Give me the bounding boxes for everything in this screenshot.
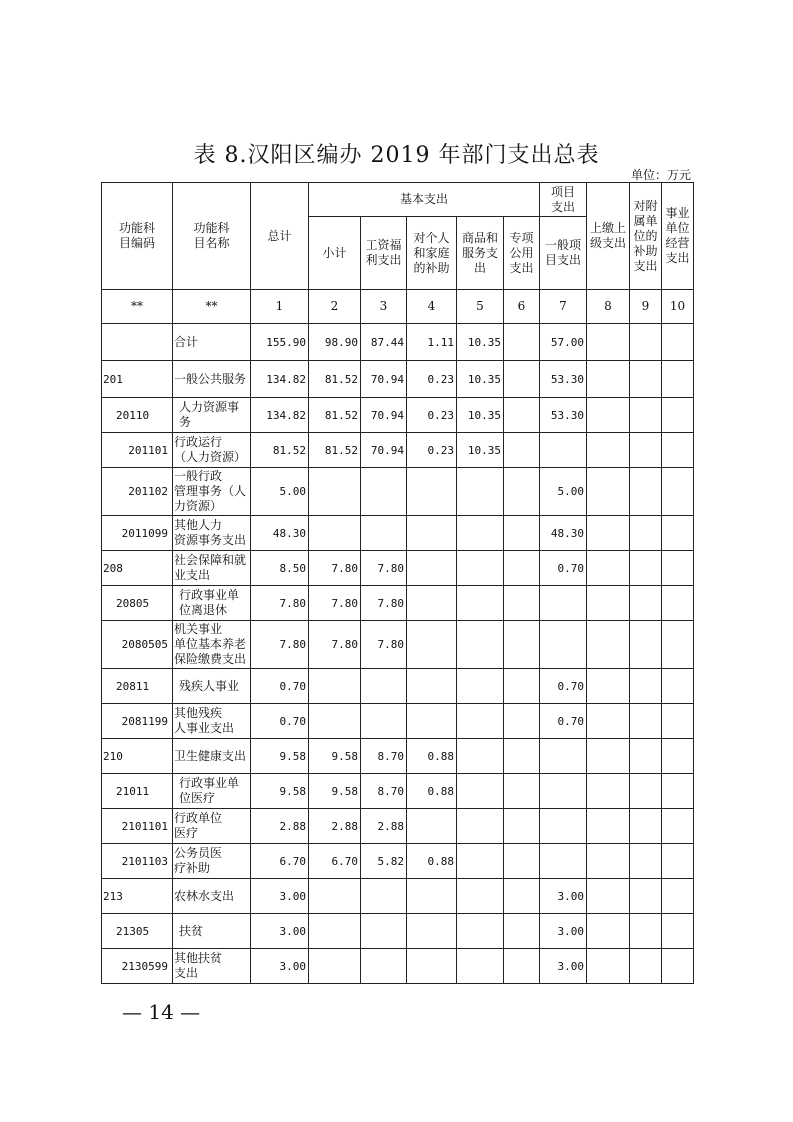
row-value: 0.23 [407, 361, 457, 398]
table-row [102, 621, 694, 669]
row-value: 70.94 [361, 398, 407, 433]
row-value [662, 516, 694, 551]
row-value [587, 914, 630, 949]
row-value [504, 914, 540, 949]
row-value: 10.35 [457, 398, 504, 433]
row-value: 10.35 [457, 433, 504, 468]
row-value: 7.80 [309, 551, 361, 586]
row-value [504, 361, 540, 398]
row-value [630, 551, 662, 586]
row-value [662, 739, 694, 774]
row-value: 70.94 [361, 361, 407, 398]
row-name: 人力资源事 务 [173, 398, 251, 433]
row-value: 0.70 [251, 704, 309, 739]
row-value: 9.58 [309, 774, 361, 809]
row-value [504, 324, 540, 361]
row-code: 2130599 [102, 949, 173, 984]
row-value [457, 704, 504, 739]
row-value [587, 949, 630, 984]
row-value [504, 809, 540, 844]
table-row [102, 551, 694, 586]
row-value [630, 621, 662, 669]
index-cell: 3 [361, 290, 407, 324]
row-value [457, 774, 504, 809]
row-name: 一般公共服务 [173, 361, 251, 398]
row-value: 3.00 [251, 914, 309, 949]
row-value: 0.88 [407, 739, 457, 774]
row-value [457, 949, 504, 984]
row-value: 7.80 [361, 551, 407, 586]
row-value [457, 809, 504, 844]
index-cell: 10 [662, 290, 694, 324]
row-value [662, 621, 694, 669]
row-value [504, 586, 540, 621]
row-value: 7.80 [309, 621, 361, 669]
row-value [662, 844, 694, 879]
row-value [504, 774, 540, 809]
row-value [540, 809, 587, 844]
row-value: 10.35 [457, 361, 504, 398]
row-value [309, 704, 361, 739]
row-value [309, 516, 361, 551]
row-value: 9.58 [251, 774, 309, 809]
table-row [102, 586, 694, 621]
row-code: 20110 [102, 398, 173, 433]
row-value [587, 468, 630, 516]
page-number: — 14 — [122, 1000, 201, 1024]
row-value [630, 324, 662, 361]
table-row [102, 914, 694, 949]
row-code: 2080505 [102, 621, 173, 669]
row-value: 134.82 [251, 361, 309, 398]
row-value: 155.90 [251, 324, 309, 361]
row-value [587, 704, 630, 739]
row-value [457, 669, 504, 704]
row-value [457, 739, 504, 774]
table-row [102, 516, 694, 551]
row-value [630, 774, 662, 809]
row-value [662, 949, 694, 984]
row-value: 7.80 [251, 586, 309, 621]
index-cell: 4 [407, 290, 457, 324]
row-value [361, 704, 407, 739]
row-name: 一般行政 管理事务（人 力资源） [173, 468, 251, 516]
row-value [630, 949, 662, 984]
header-name: 功能科 目名称 [173, 183, 251, 290]
row-value: 2.88 [251, 809, 309, 844]
table-row [102, 949, 694, 984]
row-code: 210 [102, 739, 173, 774]
row-value: 1.11 [407, 324, 457, 361]
row-value [587, 844, 630, 879]
row-code: 201 [102, 361, 173, 398]
row-value [540, 844, 587, 879]
row-name: 公务员医 疗补助 [173, 844, 251, 879]
row-value [361, 914, 407, 949]
row-value: 3.00 [540, 949, 587, 984]
row-value [587, 739, 630, 774]
row-code: 21305 [102, 914, 173, 949]
row-value [662, 468, 694, 516]
header-project: 项目 支出 [540, 183, 587, 217]
index-cell: 6 [504, 290, 540, 324]
row-name: 合计 [173, 324, 251, 361]
row-value [587, 551, 630, 586]
row-value [309, 879, 361, 914]
row-value [630, 704, 662, 739]
row-code: 201101 [102, 433, 173, 468]
header-special: 专项 公用 支出 [504, 217, 540, 290]
row-value: 2.88 [309, 809, 361, 844]
row-value: 5.82 [361, 844, 407, 879]
header-upper: 上缴上 级支出 [587, 183, 630, 290]
row-code: 213 [102, 879, 173, 914]
row-code: 2081199 [102, 704, 173, 739]
row-value [504, 879, 540, 914]
row-value [457, 551, 504, 586]
table-row [102, 809, 694, 844]
row-value [540, 433, 587, 468]
row-value [662, 669, 694, 704]
row-value: 134.82 [251, 398, 309, 433]
row-value: 0.70 [540, 704, 587, 739]
row-value: 81.52 [309, 433, 361, 468]
row-value [407, 468, 457, 516]
row-value: 7.80 [361, 586, 407, 621]
row-value: 0.23 [407, 433, 457, 468]
row-value [407, 879, 457, 914]
row-value: 0.88 [407, 774, 457, 809]
row-value: 0.88 [407, 844, 457, 879]
row-value [457, 879, 504, 914]
expenditure-table [101, 182, 694, 984]
row-value [587, 398, 630, 433]
row-value [504, 398, 540, 433]
row-value [407, 621, 457, 669]
row-value [540, 621, 587, 669]
row-code: 20805 [102, 586, 173, 621]
index-cell: 5 [457, 290, 504, 324]
row-value: 6.70 [309, 844, 361, 879]
row-value [407, 809, 457, 844]
row-value: 7.80 [361, 621, 407, 669]
row-value [504, 739, 540, 774]
row-code: 20811 [102, 669, 173, 704]
header-business: 事业 单位 经营 支出 [662, 183, 694, 290]
row-value [662, 586, 694, 621]
row-value: 3.00 [251, 949, 309, 984]
table-row [102, 324, 694, 361]
index-cell: ** [173, 290, 251, 324]
table-row [102, 669, 694, 704]
row-value [587, 324, 630, 361]
row-value: 8.70 [361, 739, 407, 774]
row-value [587, 516, 630, 551]
row-value [587, 361, 630, 398]
row-value [630, 669, 662, 704]
table-row [102, 361, 694, 398]
row-value [630, 516, 662, 551]
page-title: 表 8.汉阳区编办 2019 年部门支出总表 [193, 143, 600, 168]
header-personal: 对个人 和家庭 的补助 [407, 217, 457, 290]
row-value [662, 551, 694, 586]
row-value [587, 586, 630, 621]
row-value [457, 844, 504, 879]
row-name: 残疾人事业 [173, 669, 251, 704]
row-value: 81.52 [309, 398, 361, 433]
row-value [407, 586, 457, 621]
row-value [361, 949, 407, 984]
row-value: 5.00 [540, 468, 587, 516]
row-value: 0.70 [251, 669, 309, 704]
index-cell: 8 [587, 290, 630, 324]
row-value [309, 949, 361, 984]
row-value [457, 516, 504, 551]
row-value [504, 949, 540, 984]
row-value [504, 704, 540, 739]
row-value [662, 809, 694, 844]
row-value [504, 621, 540, 669]
row-value: 70.94 [361, 433, 407, 468]
row-name: 卫生健康支出 [173, 739, 251, 774]
table-row [102, 468, 694, 516]
row-name: 其他人力 资源事务支出 [173, 516, 251, 551]
row-value [630, 433, 662, 468]
unit-label: 单位：万元 [630, 168, 691, 182]
row-value: 9.58 [309, 739, 361, 774]
row-value [630, 739, 662, 774]
row-value [662, 914, 694, 949]
row-value [457, 621, 504, 669]
row-value [662, 879, 694, 914]
table-row [102, 879, 694, 914]
row-name: 机关事业 单位基本养老 保险缴费支出 [173, 621, 251, 669]
row-value [630, 398, 662, 433]
row-value [587, 809, 630, 844]
row-value [630, 586, 662, 621]
row-value: 10.35 [457, 324, 504, 361]
row-value [504, 433, 540, 468]
row-value [361, 669, 407, 704]
row-value: 7.80 [251, 621, 309, 669]
row-value: 3.00 [251, 879, 309, 914]
row-value [630, 361, 662, 398]
row-value [587, 433, 630, 468]
row-value [407, 914, 457, 949]
row-value: 48.30 [540, 516, 587, 551]
row-value: 3.00 [540, 914, 587, 949]
row-value [407, 669, 457, 704]
row-value [540, 586, 587, 621]
row-value [630, 468, 662, 516]
header-basic: 基本支出 [309, 183, 540, 217]
header-subtotal: 小计 [309, 217, 361, 290]
table-row [102, 704, 694, 739]
row-value [361, 879, 407, 914]
row-value [457, 468, 504, 516]
row-value: 8.50 [251, 551, 309, 586]
row-value: 0.70 [540, 669, 587, 704]
row-value [407, 949, 457, 984]
row-value [407, 551, 457, 586]
row-value [662, 324, 694, 361]
row-value: 81.52 [251, 433, 309, 468]
table-row [102, 398, 694, 433]
row-value [630, 809, 662, 844]
row-value [457, 586, 504, 621]
row-value [540, 739, 587, 774]
row-code: 208 [102, 551, 173, 586]
row-value [309, 468, 361, 516]
row-value: 0.23 [407, 398, 457, 433]
row-name: 社会保障和就 业支出 [173, 551, 251, 586]
row-value [504, 844, 540, 879]
row-value [361, 468, 407, 516]
row-name: 行政事业单 位离退休 [173, 586, 251, 621]
row-value [630, 914, 662, 949]
header-wage: 工资福 利支出 [361, 217, 407, 290]
row-value [587, 879, 630, 914]
row-value [662, 704, 694, 739]
row-value [309, 669, 361, 704]
row-value [309, 914, 361, 949]
row-value: 5.00 [251, 468, 309, 516]
row-name: 其他扶贫 支出 [173, 949, 251, 984]
row-value [662, 433, 694, 468]
row-value: 53.30 [540, 361, 587, 398]
row-value [587, 621, 630, 669]
index-cell: ** [102, 290, 173, 324]
index-row [102, 290, 694, 324]
row-value: 8.70 [361, 774, 407, 809]
row-name: 扶贫 [173, 914, 251, 949]
row-code: 201102 [102, 468, 173, 516]
row-value [361, 516, 407, 551]
row-value [504, 468, 540, 516]
row-value: 98.90 [309, 324, 361, 361]
row-value [587, 669, 630, 704]
table-row [102, 433, 694, 468]
row-code: 2101101 [102, 809, 173, 844]
row-name: 行政运行 （人力资源） [173, 433, 251, 468]
row-code: 21011 [102, 774, 173, 809]
index-cell: 7 [540, 290, 587, 324]
row-value [630, 844, 662, 879]
row-value: 2.88 [361, 809, 407, 844]
row-value: 7.80 [309, 586, 361, 621]
row-value: 53.30 [540, 398, 587, 433]
row-value: 81.52 [309, 361, 361, 398]
row-value [587, 774, 630, 809]
index-cell: 2 [309, 290, 361, 324]
table-row [102, 774, 694, 809]
row-value [662, 361, 694, 398]
row-value [662, 774, 694, 809]
row-value: 6.70 [251, 844, 309, 879]
row-value [504, 669, 540, 704]
table-row [102, 844, 694, 879]
index-cell: 1 [251, 290, 309, 324]
row-value [504, 551, 540, 586]
row-code [102, 324, 173, 361]
row-value [504, 516, 540, 551]
row-value: 3.00 [540, 879, 587, 914]
row-value [630, 879, 662, 914]
row-name: 农林水支出 [173, 879, 251, 914]
row-name: 其他残疾 人事业支出 [173, 704, 251, 739]
header-code: 功能科 目编码 [102, 183, 173, 290]
header-total: 总计 [251, 183, 309, 290]
row-value [457, 914, 504, 949]
row-code: 2101103 [102, 844, 173, 879]
header-subsidy: 对附 属单 位的 补助 支出 [630, 183, 662, 290]
row-value: 87.44 [361, 324, 407, 361]
header-goods: 商品和 服务支 出 [457, 217, 504, 290]
row-name: 行政事业单 位医疗 [173, 774, 251, 809]
row-value [407, 704, 457, 739]
row-value: 48.30 [251, 516, 309, 551]
header-general: 一般项 目支出 [540, 217, 587, 290]
row-value [540, 774, 587, 809]
row-value: 9.58 [251, 739, 309, 774]
row-code: 2011099 [102, 516, 173, 551]
row-value [407, 516, 457, 551]
row-value: 0.70 [540, 551, 587, 586]
table-row [102, 739, 694, 774]
row-value [662, 398, 694, 433]
row-value: 57.00 [540, 324, 587, 361]
row-name: 行政单位 医疗 [173, 809, 251, 844]
index-cell: 9 [630, 290, 662, 324]
